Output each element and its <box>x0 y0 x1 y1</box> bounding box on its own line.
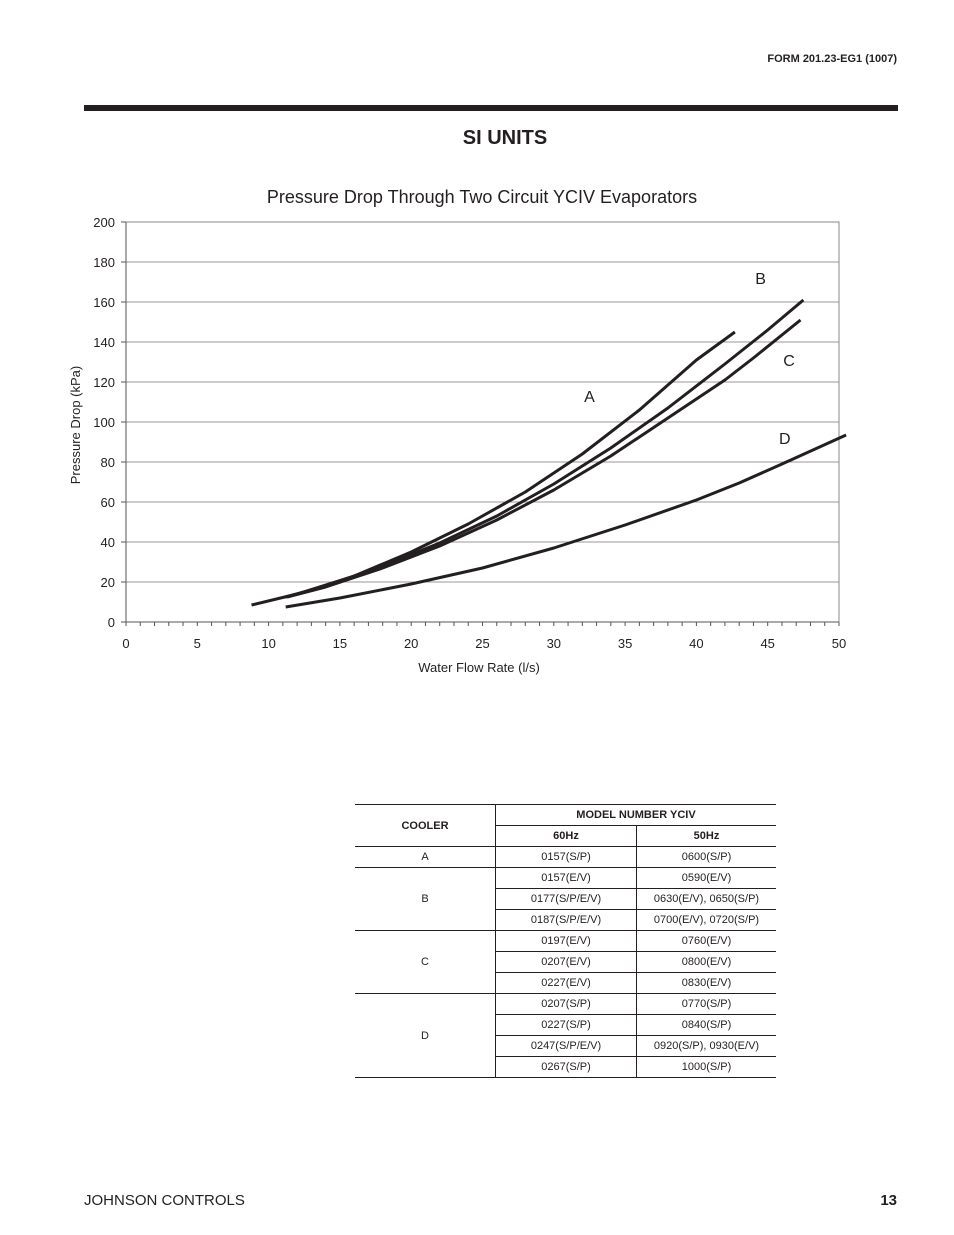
model-50hz-cell: 0760(E/V) <box>637 931 777 952</box>
table-row <box>355 994 776 1015</box>
model-60hz-cell: 0247(S/P/E/V) <box>496 1036 637 1057</box>
x-tick-label: 45 <box>760 636 775 651</box>
section-title: SI UNITS <box>462 127 548 149</box>
header-50hz: 50Hz <box>637 826 777 847</box>
page-number: 13 <box>880 1192 897 1209</box>
model-60hz-cell: 0267(S/P) <box>496 1057 637 1078</box>
cooler-cell: B <box>355 868 496 931</box>
x-axis-label: Water Flow Rate (l/s) <box>418 660 540 675</box>
x-tick-label: 50 <box>831 636 847 651</box>
y-tick-label: 80 <box>100 455 115 470</box>
chart-title: Pressure Drop Through Two Circuit YCIV Evaporators <box>266 187 698 207</box>
model-50hz-cell: 0770(S/P) <box>637 994 777 1015</box>
pressure-drop-chart <box>0 170 954 690</box>
series-label-d: D <box>779 431 791 448</box>
x-tick-label: 15 <box>332 636 348 651</box>
series-label-c: C <box>783 353 795 370</box>
model-50hz-cell: 0920(S/P), 0930(E/V) <box>637 1036 777 1057</box>
y-tick-label: 40 <box>100 535 115 550</box>
y-tick-label: 160 <box>93 295 115 310</box>
model-60hz-cell: 0197(E/V) <box>496 931 637 952</box>
series-line-b <box>286 300 804 597</box>
model-50hz-cell: 0700(E/V), 0720(S/P) <box>637 910 777 931</box>
header-60hz: 60Hz <box>496 826 637 847</box>
header-rule <box>84 105 898 111</box>
cooler-cell: A <box>355 847 496 868</box>
model-60hz-cell: 0157(S/P) <box>496 847 637 868</box>
y-tick-label: 100 <box>93 415 115 430</box>
chart-axes <box>93 215 846 651</box>
series-label-a: A <box>584 389 595 406</box>
series-line-c <box>287 320 800 597</box>
table-row <box>355 847 776 868</box>
y-tick-label: 0 <box>107 615 115 630</box>
model-60hz-cell: 0157(E/V) <box>496 868 637 889</box>
model-number-table <box>355 804 776 1078</box>
footer-company: JOHNSON CONTROLS <box>84 1192 245 1209</box>
cooler-cell: D <box>355 994 496 1078</box>
x-tick-label: 10 <box>261 636 276 651</box>
x-tick-label: 40 <box>689 636 704 651</box>
table-body <box>355 847 776 1078</box>
x-tick-label: 30 <box>546 636 562 651</box>
model-60hz-cell: 0207(E/V) <box>496 952 637 973</box>
x-tick-label: 35 <box>617 636 633 651</box>
table-row <box>355 868 776 889</box>
model-60hz-cell: 0227(E/V) <box>496 973 637 994</box>
cooler-cell: C <box>355 931 496 994</box>
chart-series <box>252 271 847 607</box>
model-50hz-cell: 0590(E/V) <box>637 868 777 889</box>
y-tick-label: 20 <box>100 575 115 590</box>
x-tick-label: 25 <box>475 636 490 651</box>
y-tick-label: 180 <box>93 255 115 270</box>
model-60hz-cell: 0207(S/P) <box>496 994 637 1015</box>
y-axis-label: Pressure Drop (kPa) <box>68 365 83 485</box>
model-50hz-cell: 1000(S/P) <box>637 1057 777 1078</box>
y-tick-label: 140 <box>93 335 115 350</box>
table-row <box>355 931 776 952</box>
model-50hz-cell: 0840(S/P) <box>637 1015 777 1036</box>
model-50hz-cell: 0600(S/P) <box>637 847 777 868</box>
model-50hz-cell: 0630(E/V), 0650(S/P) <box>637 889 777 910</box>
model-60hz-cell: 0227(S/P) <box>496 1015 637 1036</box>
form-number: FORM 201.23-EG1 (1007) <box>767 53 897 65</box>
x-tick-label: 5 <box>193 636 201 651</box>
header-cooler: COOLER <box>355 805 496 847</box>
y-tick-label: 120 <box>93 375 115 390</box>
series-line-d <box>286 435 846 607</box>
header-model-number: MODEL NUMBER YCIV <box>496 805 777 826</box>
model-50hz-cell: 0830(E/V) <box>637 973 777 994</box>
model-60hz-cell: 0177(S/P/E/V) <box>496 889 637 910</box>
y-tick-label: 200 <box>93 215 115 230</box>
model-50hz-cell: 0800(E/V) <box>637 952 777 973</box>
x-tick-label: 0 <box>122 636 130 651</box>
x-tick-label: 20 <box>403 636 419 651</box>
model-60hz-cell: 0187(S/P/E/V) <box>496 910 637 931</box>
y-tick-label: 60 <box>100 495 115 510</box>
series-label-b: B <box>755 271 766 288</box>
